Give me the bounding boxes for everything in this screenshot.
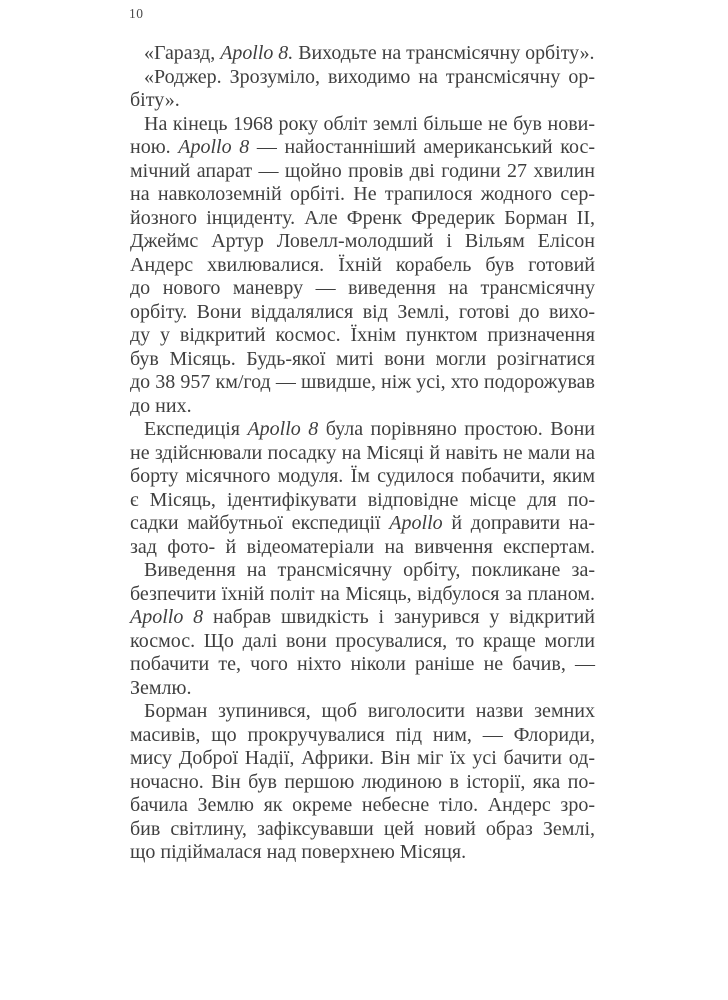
paragraph — [130, 559, 595, 700]
text-line: що підіймалася над поверхнею Місяця. — [130, 841, 467, 863]
text-line: був Місяць. Будь-якої миті вони могли розігнатися — [130, 347, 595, 370]
text-line: мису Доброї Надії, Африки. Він міг їх усі бачити од- — [130, 747, 595, 769]
text-line: бачила Землю як окреме небесне тіло. Андерс зро- — [130, 794, 595, 816]
text-line: ною. Apollo 8 — найостанніший американський кос- — [130, 136, 595, 158]
text-line: мічний апарат — щойно провів дві години 27 хвилин — [130, 159, 595, 182]
text-line: зад фото- й відеоматеріали на вивчення експертам. — [130, 535, 595, 558]
text-line: до нового маневру — виведення на трансмісячну — [130, 277, 595, 299]
text-line: біту». — [130, 89, 180, 111]
text-line: Виведення на трансмісячну орбіту, покликане за- — [144, 559, 595, 581]
text-line: безпечити їхній політ на Місяць, відбулося за планом. — [130, 582, 595, 605]
text-line: до них. — [130, 394, 192, 417]
text-line: На кінець 1968 року обліт землі більше не був нови- — [144, 112, 595, 135]
text-line: побачити те, чого ніхто ніколи раніше не бачив, — — [130, 653, 595, 675]
text-line: орбіту. Вони віддалялися від Землі, готові до вихо- — [130, 300, 595, 323]
paragraph — [130, 700, 595, 865]
text-line: «Гаразд, Apollo 8. Виходьте на трансмісячну орбіту». — [144, 42, 595, 64]
text-line: є Місяць, ідентифікувати відповідне місце для по- — [130, 488, 595, 511]
text-line: Борман зупинився, щоб виголосити назви земних — [144, 700, 595, 722]
text-line: до 38 957 км/год — швидше, ніж усі, хто подорожував — [130, 371, 595, 393]
text-line: Експедиція Apollo 8 була порівняно простою. Вони — [144, 418, 596, 440]
text-line: бив світлину, зафіксувавши цей новий образ Землі, — [130, 817, 595, 840]
text-line: Apollo 8 набрав швидкість і занурився у відкритий — [130, 606, 595, 628]
text-line: ночасно. Він був першою людиною в історії, яка по- — [130, 770, 595, 793]
text-line: борту місячного модуля. Їм судилося побачити, яким — [130, 465, 595, 487]
text-line: ду у відкритий космос. Їхнім пунктом призначення — [130, 324, 595, 346]
text-line: на навколоземній орбіті. Не трапилося жодного сер- — [130, 183, 595, 205]
paragraph — [130, 66, 595, 113]
text-line: садки майбутньої експедиції Apollo й доправити на- — [130, 512, 596, 534]
book-page-text — [130, 42, 595, 865]
paragraph — [130, 418, 595, 559]
text-line: Андерс хвилювалися. Їхній корабель був готовий — [130, 253, 595, 276]
text-line: не здійснювали посадку на Місяці й навіть не мали на — [130, 441, 595, 464]
text-line: йозного інциденту. Але Френк Фредерик Борман II, — [130, 206, 595, 229]
paragraph — [130, 113, 595, 419]
text-line: масивів, що прокручувалися під ним, — Флориди, — [130, 723, 595, 746]
text-line: Землю. — [130, 676, 192, 699]
paragraph — [130, 42, 595, 66]
page-number: 10 — [129, 6, 144, 21]
text-line: «Роджер. Зрозуміло, виходимо на трансмісячну ор- — [144, 65, 595, 88]
text-line: космос. Що далі вони просувалися, то краще могли — [130, 629, 595, 652]
text-line: Джеймс Артур Ловелл-молодший і Вільям Елісон — [130, 230, 595, 252]
